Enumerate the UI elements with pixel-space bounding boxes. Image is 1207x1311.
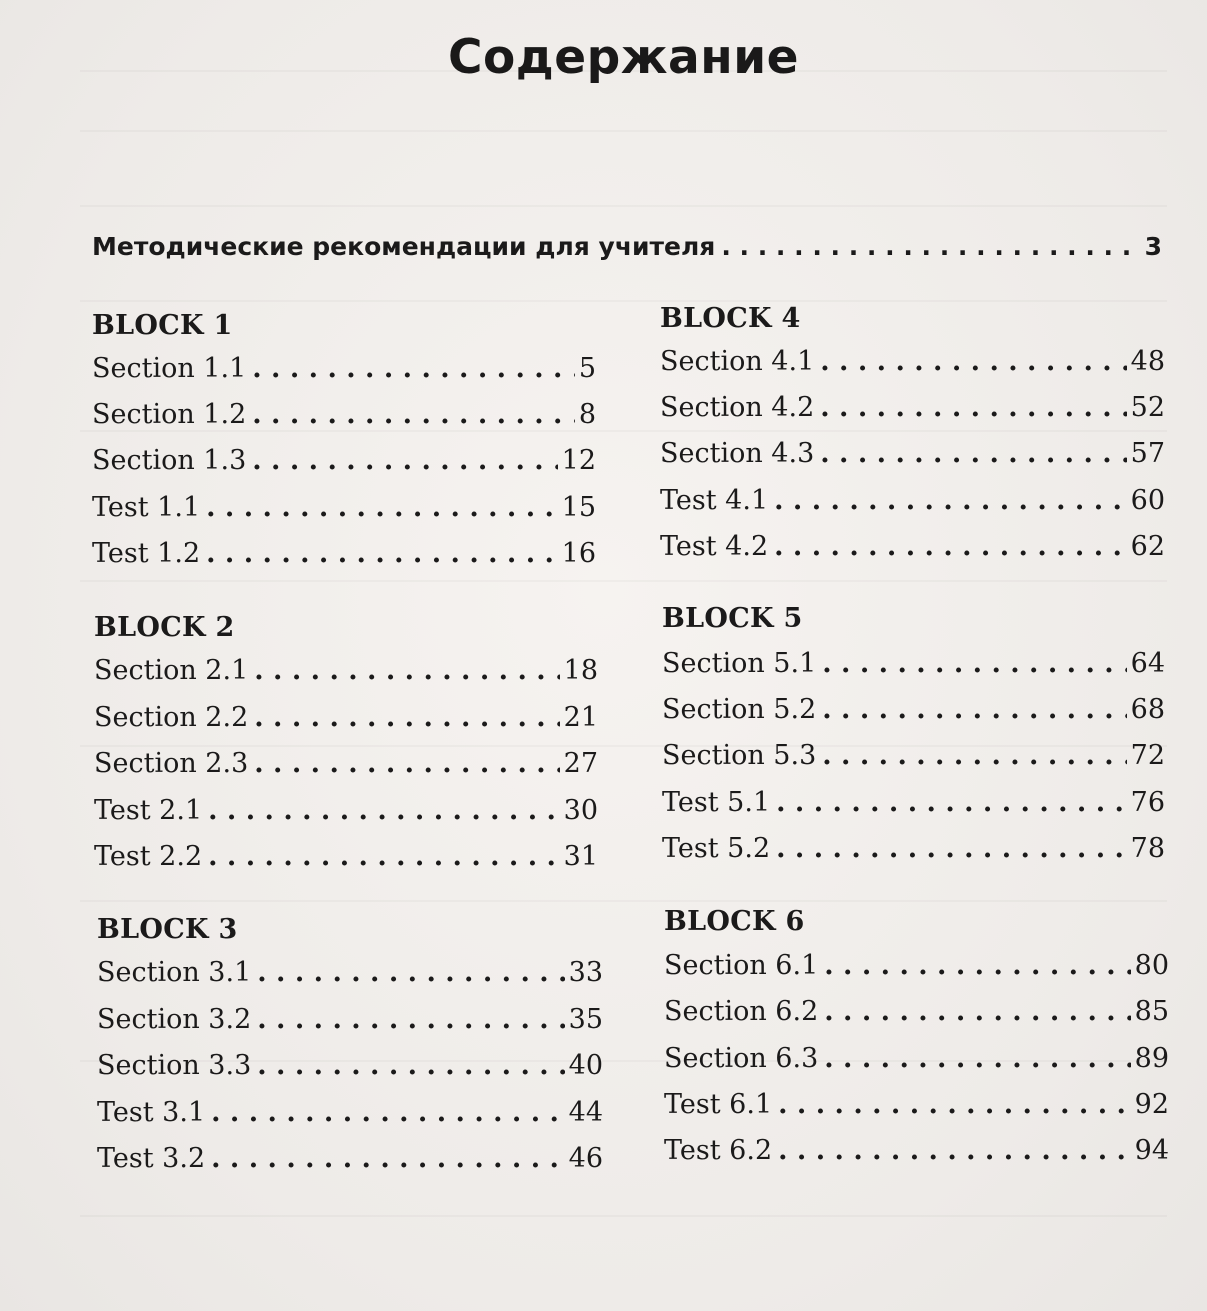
dot-leader bbox=[776, 787, 1127, 818]
dot-leader bbox=[254, 748, 559, 779]
toc-entry[interactable] bbox=[664, 996, 1169, 1027]
toc-entry-label: Section 1.2 bbox=[92, 399, 247, 430]
toc-page-number: 31 bbox=[563, 841, 598, 872]
dot-leader bbox=[824, 1043, 1130, 1074]
toc-entry-label: Section 1.1 bbox=[92, 353, 247, 384]
dot-leader bbox=[208, 795, 560, 826]
toc-entry[interactable] bbox=[92, 492, 596, 523]
toc-page-number: 30 bbox=[563, 795, 598, 826]
dot-leader bbox=[820, 438, 1126, 469]
toc-entry-label: Test 6.1 bbox=[664, 1089, 773, 1120]
toc-entry-label: Section 6.3 bbox=[664, 1043, 819, 1074]
bleed-through-line bbox=[80, 130, 1167, 132]
toc-entry-label: Test 5.2 bbox=[662, 833, 771, 864]
dot-leader bbox=[820, 392, 1126, 423]
toc-page-number: 92 bbox=[1134, 1089, 1169, 1120]
toc-page-number: 21 bbox=[563, 702, 598, 733]
toc-entry[interactable] bbox=[92, 399, 596, 430]
toc-entry-label: Test 3.2 bbox=[97, 1143, 206, 1174]
toc-entry[interactable] bbox=[660, 485, 1165, 516]
block-heading: BLOCK 3 bbox=[97, 914, 238, 945]
dot-leader bbox=[774, 531, 1127, 562]
toc-entry-label: Section 6.1 bbox=[664, 950, 819, 981]
toc-entry-label: Section 2.3 bbox=[94, 748, 249, 779]
toc-entry-label: Test 5.1 bbox=[662, 787, 771, 818]
dot-leader bbox=[822, 648, 1126, 679]
dot-leader bbox=[820, 346, 1126, 377]
toc-entry-label: Section 3.1 bbox=[97, 957, 252, 988]
dot-leader bbox=[206, 538, 558, 569]
toc-entry[interactable] bbox=[94, 748, 598, 779]
dot-leader bbox=[254, 702, 559, 733]
toc-page-number: 48 bbox=[1130, 346, 1165, 377]
toc-page-number: 44 bbox=[568, 1097, 603, 1128]
toc-page-number: 60 bbox=[1130, 485, 1165, 516]
dot-leader bbox=[822, 740, 1126, 771]
toc-page-number: 33 bbox=[568, 957, 603, 988]
toc-entry[interactable] bbox=[97, 957, 603, 988]
toc-entry-label: Section 3.3 bbox=[97, 1050, 252, 1081]
toc-page-number: 62 bbox=[1130, 531, 1165, 562]
bleed-through-line bbox=[80, 580, 1167, 582]
toc-page-number: 35 bbox=[568, 1004, 603, 1035]
toc-entry[interactable] bbox=[660, 392, 1165, 423]
toc-entry[interactable] bbox=[92, 445, 596, 476]
toc-entry-label: Test 2.1 bbox=[94, 795, 203, 826]
toc-page-number: 5 bbox=[578, 353, 596, 384]
toc-page-number: 27 bbox=[563, 748, 598, 779]
toc-page-number: 15 bbox=[561, 492, 596, 523]
toc-page-number: 80 bbox=[1134, 950, 1169, 981]
block-heading: BLOCK 1 bbox=[92, 310, 233, 341]
toc-page-number: 8 bbox=[578, 399, 596, 430]
dot-leader bbox=[776, 833, 1127, 864]
dot-leader bbox=[208, 841, 560, 872]
dot-leader bbox=[211, 1143, 565, 1174]
toc-page-number: 64 bbox=[1130, 648, 1165, 679]
toc-entry[interactable] bbox=[94, 795, 598, 826]
toc-entry-label: Test 6.2 bbox=[664, 1135, 773, 1166]
toc-entry-label: Методические рекомендации для учителя bbox=[92, 232, 716, 261]
toc-page-number: 85 bbox=[1134, 996, 1169, 1027]
toc-entry[interactable] bbox=[662, 648, 1165, 679]
toc-entry-label: Section 4.3 bbox=[660, 438, 815, 469]
dot-leader bbox=[257, 957, 564, 988]
toc-page-number: 68 bbox=[1130, 694, 1165, 725]
dot-leader bbox=[721, 232, 1140, 261]
toc-entry[interactable] bbox=[92, 353, 596, 384]
block-heading: BLOCK 4 bbox=[660, 303, 801, 334]
page-title: Содержание bbox=[447, 30, 800, 85]
toc-entry[interactable] bbox=[97, 1050, 603, 1081]
toc-entry[interactable] bbox=[664, 950, 1169, 981]
toc-page-number: 76 bbox=[1130, 787, 1165, 818]
toc-page-number: 16 bbox=[561, 538, 596, 569]
bleed-through-line bbox=[80, 205, 1167, 207]
toc-entry[interactable] bbox=[97, 1143, 603, 1174]
block-heading: BLOCK 6 bbox=[664, 906, 805, 937]
toc-entry[interactable] bbox=[97, 1097, 603, 1128]
dot-leader bbox=[257, 1004, 564, 1035]
toc-entry-label: Section 4.1 bbox=[660, 346, 815, 377]
bleed-through-line bbox=[80, 900, 1167, 902]
bleed-through-line bbox=[80, 430, 1167, 432]
toc-entry-label: Section 3.2 bbox=[97, 1004, 252, 1035]
toc-entry-label: Test 1.1 bbox=[92, 492, 201, 523]
dot-leader bbox=[252, 353, 575, 384]
toc-page-number: 12 bbox=[561, 445, 596, 476]
toc-entry-label: Section 2.2 bbox=[94, 702, 249, 733]
dot-leader bbox=[824, 996, 1130, 1027]
dot-leader bbox=[778, 1089, 1131, 1120]
toc-entry-label: Test 3.1 bbox=[97, 1097, 206, 1128]
toc-entry[interactable] bbox=[664, 1089, 1169, 1120]
dot-leader bbox=[252, 445, 557, 476]
toc-entry[interactable] bbox=[92, 538, 596, 569]
toc-page-number: 89 bbox=[1134, 1043, 1169, 1074]
toc-entry[interactable] bbox=[664, 1043, 1169, 1074]
toc-entry[interactable] bbox=[662, 787, 1165, 818]
toc-entry-label: Test 1.2 bbox=[92, 538, 201, 569]
toc-entry[interactable] bbox=[662, 833, 1165, 864]
toc-page-number: 3 bbox=[1144, 232, 1162, 261]
toc-page-number: 78 bbox=[1130, 833, 1165, 864]
dot-leader bbox=[822, 694, 1126, 725]
block-heading: BLOCK 2 bbox=[94, 612, 235, 643]
toc-page-number: 46 bbox=[568, 1143, 603, 1174]
toc-entry[interactable] bbox=[660, 346, 1165, 377]
toc-entry[interactable] bbox=[94, 841, 598, 872]
toc-page-number: 72 bbox=[1130, 740, 1165, 771]
toc-page-number: 52 bbox=[1130, 392, 1165, 423]
dot-leader bbox=[252, 399, 575, 430]
toc-entry-label: Test 2.2 bbox=[94, 841, 203, 872]
dot-leader bbox=[254, 655, 559, 686]
bleed-through-line bbox=[80, 300, 1167, 302]
toc-page-number: 18 bbox=[563, 655, 598, 686]
block-heading: BLOCK 5 bbox=[662, 603, 803, 634]
toc-page-number: 94 bbox=[1134, 1135, 1169, 1166]
toc-entry-label: Section 1.3 bbox=[92, 445, 247, 476]
toc-entry[interactable] bbox=[97, 1004, 603, 1035]
toc-entry[interactable] bbox=[94, 655, 598, 686]
toc-entry-label: Section 5.1 bbox=[662, 648, 817, 679]
toc-page-number: 40 bbox=[568, 1050, 603, 1081]
toc-entry-label: Section 6.2 bbox=[664, 996, 819, 1027]
toc-entry-label: Section 5.2 bbox=[662, 694, 817, 725]
dot-leader bbox=[774, 485, 1127, 516]
dot-leader bbox=[824, 950, 1130, 981]
toc-entry[interactable] bbox=[94, 702, 598, 733]
toc-entry-label: Section 4.2 bbox=[660, 392, 815, 423]
dot-leader bbox=[211, 1097, 565, 1128]
dot-leader bbox=[206, 492, 558, 523]
dot-leader bbox=[257, 1050, 564, 1081]
toc-entry[interactable] bbox=[660, 438, 1165, 469]
toc-entry-label: Section 2.1 bbox=[94, 655, 249, 686]
toc-page-number: 57 bbox=[1130, 438, 1165, 469]
toc-entry[interactable] bbox=[662, 740, 1165, 771]
toc-entry-label: Test 4.1 bbox=[660, 485, 769, 516]
toc-entry[interactable] bbox=[660, 531, 1165, 562]
toc-intro-entry[interactable] bbox=[92, 232, 1162, 261]
toc-entry[interactable] bbox=[662, 694, 1165, 725]
dot-leader bbox=[778, 1135, 1131, 1166]
bleed-through-line bbox=[80, 1215, 1167, 1217]
toc-entry-label: Test 4.2 bbox=[660, 531, 769, 562]
toc-entry[interactable] bbox=[664, 1135, 1169, 1166]
toc-entry-label: Section 5.3 bbox=[662, 740, 817, 771]
